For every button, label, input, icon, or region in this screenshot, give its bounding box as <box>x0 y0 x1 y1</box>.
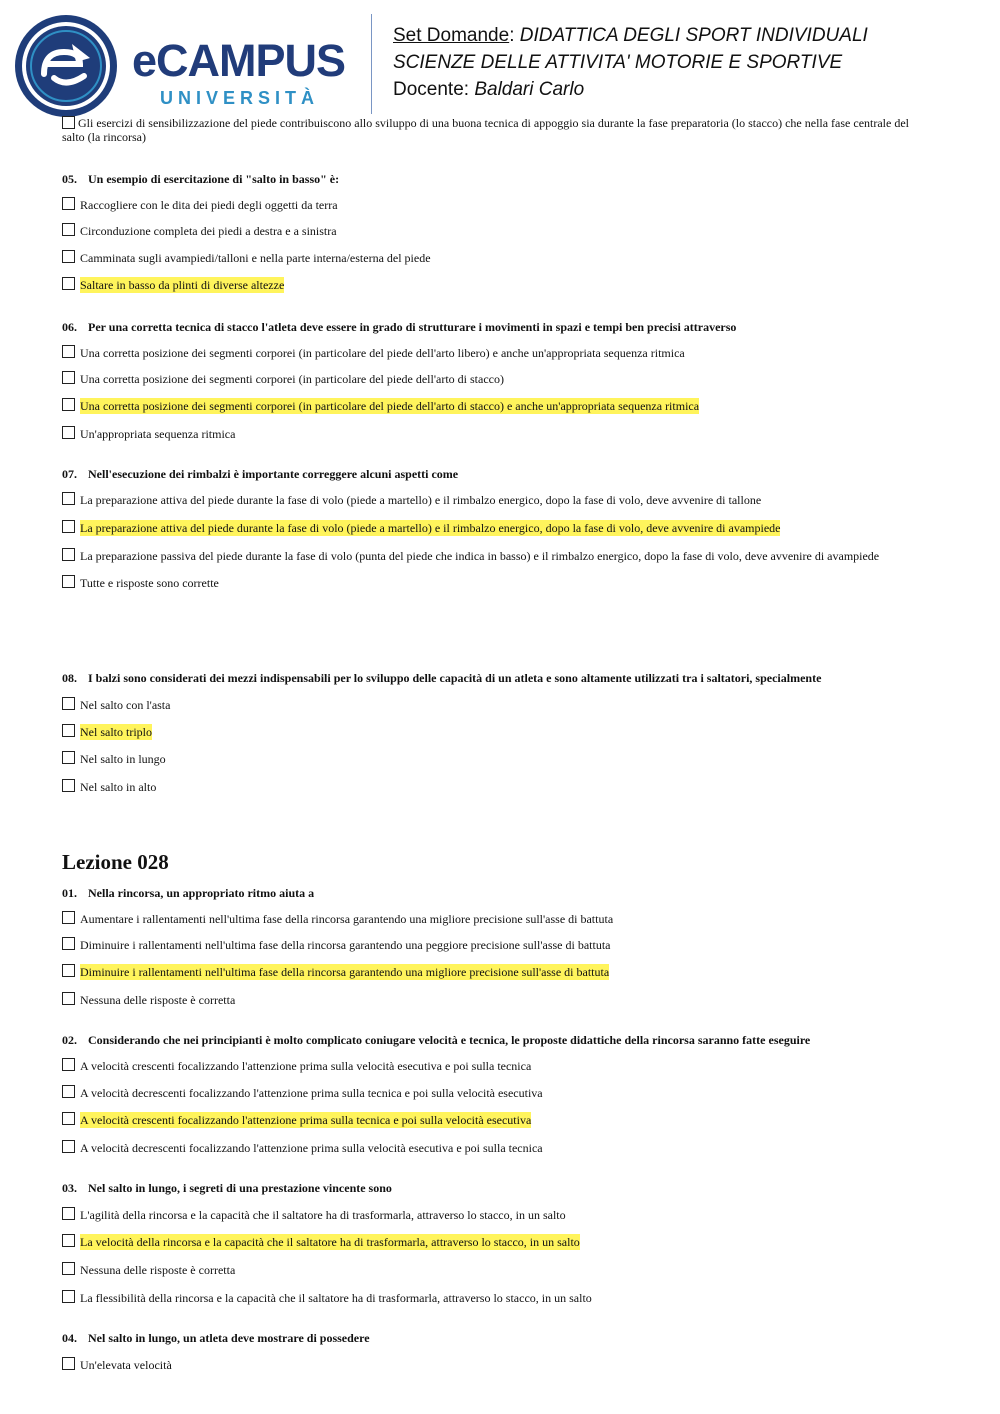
option-checkbox[interactable] <box>62 398 75 411</box>
question-title <box>62 886 314 900</box>
option-checkbox[interactable] <box>62 1290 75 1303</box>
set-label: Set Domande <box>393 25 510 46</box>
option-checkbox[interactable] <box>62 1262 75 1275</box>
option-checkbox[interactable] <box>62 492 75 505</box>
option-text: La preparazione attiva del piede durante la fase di volo (piede a martello) e il rimbalzo energico, dopo la fase di volo, deve avvenire di tallone <box>80 493 762 507</box>
question-title <box>62 320 736 334</box>
option-checkbox[interactable] <box>62 1207 75 1220</box>
option-checkbox[interactable] <box>62 426 75 439</box>
question-number: 07. <box>62 467 77 481</box>
option-text: A velocità crescenti focalizzando l'attenzione prima sulla velocità esecutiva e poi sulla tecnica <box>80 1059 532 1073</box>
question-text: Considerando che nei principianti è molto complicato coniugare velocità e tecnica, le proposte didattiche della rincorsa saranno fatte eseguire <box>88 1033 811 1047</box>
question-number: 03. <box>62 1181 77 1195</box>
option-checkbox[interactable] <box>62 223 75 236</box>
option-text: Un'elevata velocità <box>80 1358 172 1372</box>
option-text: L'agilità della rincorsa e la capacità che il saltatore ha di trasformarla, attraverso lo stacco, in un salto <box>80 1208 566 1222</box>
option-text: Tutte e risposte sono corrette <box>80 576 219 590</box>
option-text: A velocità decrescenti focalizzando l'attenzione prima sulla tecnica e poi sulla velocità esecutiva <box>80 1086 543 1100</box>
option-text: La flessibilità della rincorsa e la capacità che il saltatore ha di trasformarla, attraverso lo stacco, in un salto <box>80 1291 592 1305</box>
option-checkbox[interactable] <box>62 116 75 129</box>
option-text: Diminuire i rallentamenti nell'ultima fase della rincorsa garantendo una peggiore precisione sull'asse di battuta <box>80 938 611 952</box>
course-line <box>393 49 868 76</box>
question-text: Nel salto in lungo, un atleta deve mostrare di possedere <box>88 1331 370 1345</box>
brand-subtitle: UNIVERSITÀ <box>160 88 320 108</box>
option-text: Nel salto con l'asta <box>80 698 171 712</box>
course-name: SCIENZE DELLE ATTIVITA' MOTORIE E SPORTIVE <box>393 52 843 73</box>
option-text-highlighted: La preparazione attiva del piede durante la fase di volo (piede a martello) e il rimbalzo energico, dopo la fase di volo, deve avvenire di avampiede <box>80 521 781 535</box>
question-text: Nel salto in lungo, i segreti di una prestazione vincente sono <box>88 1181 392 1195</box>
lesson-heading: Lezione 028 <box>62 850 169 874</box>
question-number: 04. <box>62 1331 77 1345</box>
question-number: 05. <box>62 172 77 186</box>
question-number: 06. <box>62 320 77 334</box>
option-checkbox[interactable] <box>62 371 75 384</box>
question-text: Nella rincorsa, un appropriato ritmo aiuta a <box>88 886 315 900</box>
option-text-highlighted: La velocità della rincorsa e la capacità che il saltatore ha di trasformarla, attraverso lo stacco, in un salto <box>80 1235 580 1249</box>
ecampus-seal-logo <box>14 14 118 118</box>
question-title <box>62 1033 810 1047</box>
docente-label: Docente: <box>393 79 470 100</box>
option-text: Nel salto in lungo <box>80 752 166 766</box>
question-title <box>62 671 821 685</box>
option-checkbox[interactable] <box>62 992 75 1005</box>
question-text: Per una corretta tecnica di stacco l'atleta deve essere in grado di strutturare i movimenti in spazi e tempi ben precisi attraverso <box>88 320 737 334</box>
option-text: Una corretta posizione dei segmenti corporei (in particolare del piede dell'arto libero) e anche un'appropriata sequenza ritmica <box>80 346 685 360</box>
question-text: Un esempio di esercitazione di "salto in basso" è: <box>88 172 340 186</box>
option-text: A velocità decrescenti focalizzando l'attenzione prima sulla velocità esecutiva e poi sulla tecnica <box>80 1141 543 1155</box>
option-checkbox[interactable] <box>62 911 75 924</box>
question-title <box>62 1181 392 1195</box>
docente-line <box>393 76 868 103</box>
option-text: Un'appropriata sequenza ritmica <box>80 427 236 441</box>
set-line: Set Domande: DIDATTICA DEGLI SPORT INDIVIDUALI <box>393 25 868 46</box>
option-text-highlighted: Nel salto triplo <box>80 725 152 739</box>
option-text-highlighted: Una corretta posizione dei segmenti corporei (in particolare del piede dell'arto di stacco) e anche un'appropriata sequenza ritmica <box>80 399 700 413</box>
option-text: Nel salto in alto <box>80 780 157 794</box>
option-checkbox[interactable] <box>62 779 75 792</box>
brand-name: eCAMPUS <box>132 35 346 86</box>
question-number: 08. <box>62 671 77 685</box>
option-checkbox[interactable] <box>62 548 75 561</box>
option-checkbox[interactable] <box>62 1140 75 1153</box>
docente-name: Baldari Carlo <box>474 79 585 100</box>
option-text: Una corretta posizione dei segmenti corporei (in particolare del piede dell'arto di stacco) <box>80 372 504 386</box>
option-text: Raccogliere con le dita dei piedi degli oggetti da terra <box>80 198 338 212</box>
option-text: Gli esercizi di sensibilizzazione del piede contribuiscono allo sviluppo di una buona tecnica di appoggio sia durante la fase preparatoria (lo stacco) che nella fase centrale del salto (la rincorsa) <box>62 116 910 144</box>
option-text: Circonduzione completa dei piedi a destra e a sinistra <box>80 224 337 238</box>
option-checkbox[interactable] <box>62 575 75 588</box>
option-text-highlighted: A velocità crescenti focalizzando l'attenzione prima sulla tecnica e poi sulla velocità esecutiva <box>80 1113 532 1127</box>
option-text: Nessuna delle risposte è corretta <box>80 993 236 1007</box>
option-checkbox[interactable] <box>62 520 75 533</box>
option-checkbox[interactable] <box>62 724 75 737</box>
option-checkbox[interactable] <box>62 250 75 263</box>
header-divider <box>371 14 372 114</box>
question-text: Nell'esecuzione dei rimbalzi è importante correggere alcuni aspetti come <box>88 467 459 481</box>
option-checkbox[interactable] <box>62 1357 75 1370</box>
option-text: Camminata sugli avampiedi/talloni e nella parte interna/esterna del piede <box>80 251 431 265</box>
continued-option <box>62 116 922 144</box>
set-title: DIDATTICA DEGLI SPORT INDIVIDUALI <box>519 25 868 46</box>
option-checkbox[interactable] <box>62 1085 75 1098</box>
option-checkbox[interactable] <box>62 937 75 950</box>
option-checkbox[interactable] <box>62 1112 75 1125</box>
option-checkbox[interactable] <box>62 751 75 764</box>
ecampus-brand <box>132 35 356 110</box>
option-text: La preparazione passiva del piede durante la fase di volo (punta del piede che indica in basso) e il rimbalzo energico, dopo la fase di volo, deve avvenire di avampiede <box>80 549 880 563</box>
option-text: Aumentare i rallentamenti nell'ultima fase della rincorsa garantendo una migliore precisione sull'asse di battuta <box>80 912 614 926</box>
question-number: 01. <box>62 886 77 900</box>
document-header <box>0 0 1000 118</box>
option-checkbox[interactable] <box>62 964 75 977</box>
option-checkbox[interactable] <box>62 197 75 210</box>
option-checkbox[interactable] <box>62 1234 75 1247</box>
question-title <box>62 1331 370 1345</box>
option-text: Nessuna delle risposte è corretta <box>80 1263 236 1277</box>
option-checkbox[interactable] <box>62 277 75 290</box>
question-title <box>62 172 339 186</box>
question-title <box>62 467 458 481</box>
course-info <box>393 22 868 103</box>
option-checkbox[interactable] <box>62 345 75 358</box>
option-text-highlighted: Diminuire i rallentamenti nell'ultima fase della rincorsa garantendo una migliore precisione sull'asse di battuta <box>80 965 610 979</box>
question-number: 02. <box>62 1033 77 1047</box>
option-checkbox[interactable] <box>62 697 75 710</box>
option-text-highlighted: Saltare in basso da plinti di diverse altezze <box>80 278 285 292</box>
option-checkbox[interactable] <box>62 1058 75 1071</box>
question-text: I balzi sono considerati dei mezzi indispensabili per lo sviluppo delle capacità di un atleta e sono altamente utilizzati tra i saltatori, specialmente <box>88 671 822 685</box>
